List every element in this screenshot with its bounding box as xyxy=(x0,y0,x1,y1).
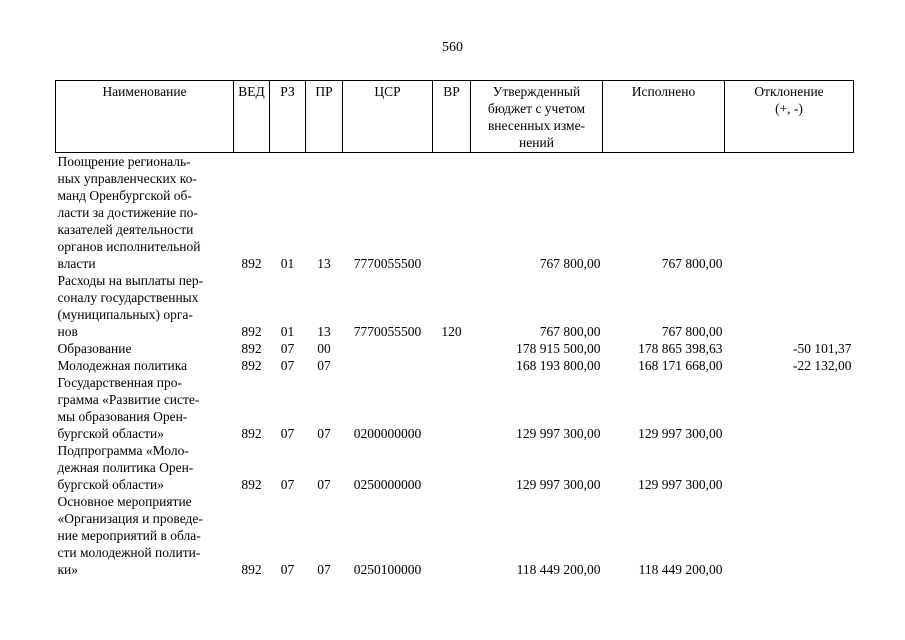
cell-executed: 168 171 668,00 xyxy=(638,358,723,373)
cell-deviation xyxy=(725,442,854,493)
cell-approved: 178 915 500,00 xyxy=(516,341,601,356)
cell-approved: 129 997 300,00 xyxy=(516,477,601,492)
header-pr: ПР xyxy=(306,81,343,153)
cell-deviation xyxy=(725,493,854,578)
cell-csr: 0250000000 xyxy=(353,477,422,492)
cell-name: Образование xyxy=(57,341,132,356)
cell-csr: 7770055500 xyxy=(353,256,422,271)
cell-name: Государственная про- грамма «Развитие систе- мы образования Орен- бургской области» xyxy=(57,375,200,441)
header-csr: ЦСР xyxy=(343,81,433,153)
header-vr: ВР xyxy=(433,81,471,153)
cell-rz: 07 xyxy=(280,562,295,577)
cell-csr xyxy=(343,340,433,357)
header-deviation: Отклонение (+, -) xyxy=(725,81,854,153)
cell-deviation: -50 101,37 xyxy=(793,341,852,356)
cell-executed: 178 865 398,63 xyxy=(638,341,723,356)
cell-name: Расходы на выплаты пер- соналу государственных (муниципальных) орга- нов xyxy=(57,273,204,339)
cell-vr xyxy=(433,442,471,493)
table-header xyxy=(56,81,854,153)
cell-approved: 767 800,00 xyxy=(539,256,601,271)
cell-deviation: -22 132,00 xyxy=(793,358,852,373)
cell-executed: 118 449 200,00 xyxy=(638,562,723,577)
cell-csr xyxy=(343,357,433,374)
header-approved: Утвержденный бюджет с учетом внесенных изме- нений xyxy=(471,81,603,153)
cell-executed: 129 997 300,00 xyxy=(638,477,723,492)
budget-table xyxy=(55,80,854,578)
cell-approved: 118 449 200,00 xyxy=(516,562,601,577)
cell-name: Поощрение региональ- ных управленческих ко- манд Оренбургской об- ласти за достижение по- казателей деятельности органов исполнительной власти xyxy=(57,154,201,271)
cell-vr xyxy=(433,340,471,357)
cell-approved: 168 193 800,00 xyxy=(516,358,601,373)
cell-vr: 120 xyxy=(441,324,462,339)
cell-approved: 129 997 300,00 xyxy=(516,426,601,441)
table-row xyxy=(56,340,854,357)
table-body xyxy=(56,153,854,579)
cell-name: Молодежная политика xyxy=(57,358,188,373)
cell-ved: 892 xyxy=(241,358,262,373)
cell-name: Подпрограмма «Моло- дежная политика Орен- бургской области» xyxy=(57,443,194,492)
cell-executed: 129 997 300,00 xyxy=(638,426,723,441)
cell-pr: 07 xyxy=(317,477,331,492)
cell-pr: 07 xyxy=(317,358,331,373)
cell-pr: 07 xyxy=(317,562,331,577)
header-rz: РЗ xyxy=(270,81,306,153)
cell-ved: 892 xyxy=(241,426,262,441)
cell-rz: 01 xyxy=(280,324,295,339)
cell-executed: 767 800,00 xyxy=(661,256,723,271)
header-name: Наименование xyxy=(56,81,234,153)
cell-approved: 767 800,00 xyxy=(539,324,601,339)
cell-deviation xyxy=(725,374,854,442)
cell-pr: 00 xyxy=(317,341,331,356)
cell-rz: 07 xyxy=(280,341,295,356)
cell-name: Основное мероприятие «Организация и проведе- ние мероприятий в обла- сти молодежной полити- ки» xyxy=(57,494,203,577)
cell-csr: 0250100000 xyxy=(353,562,422,577)
cell-ved: 892 xyxy=(241,324,262,339)
page-number: 560 xyxy=(442,40,463,55)
table-row xyxy=(56,357,854,374)
header-row xyxy=(56,81,854,153)
header-ved: ВЕД xyxy=(234,81,270,153)
cell-ved: 892 xyxy=(241,562,262,577)
cell-rz: 07 xyxy=(280,426,295,441)
table-row xyxy=(56,374,854,442)
cell-vr xyxy=(433,153,471,273)
header-executed: Исполнено xyxy=(603,81,725,153)
cell-executed: 767 800,00 xyxy=(661,324,723,339)
cell-rz: 07 xyxy=(280,358,295,373)
cell-vr xyxy=(433,374,471,442)
cell-rz: 07 xyxy=(280,477,295,492)
cell-rz: 01 xyxy=(280,256,295,271)
cell-csr: 0200000000 xyxy=(353,426,422,441)
cell-csr: 7770055500 xyxy=(353,324,422,339)
cell-pr: 07 xyxy=(317,426,331,441)
cell-ved: 892 xyxy=(241,256,262,271)
table-row xyxy=(56,442,854,493)
cell-pr: 13 xyxy=(317,324,331,339)
cell-ved: 892 xyxy=(241,477,262,492)
cell-deviation xyxy=(725,153,854,273)
table-row xyxy=(56,493,854,578)
cell-vr xyxy=(433,493,471,578)
table-row xyxy=(56,153,854,273)
cell-vr xyxy=(433,357,471,374)
cell-deviation xyxy=(725,272,854,340)
cell-pr: 13 xyxy=(317,256,331,271)
cell-ved: 892 xyxy=(241,341,262,356)
table-row xyxy=(56,272,854,340)
